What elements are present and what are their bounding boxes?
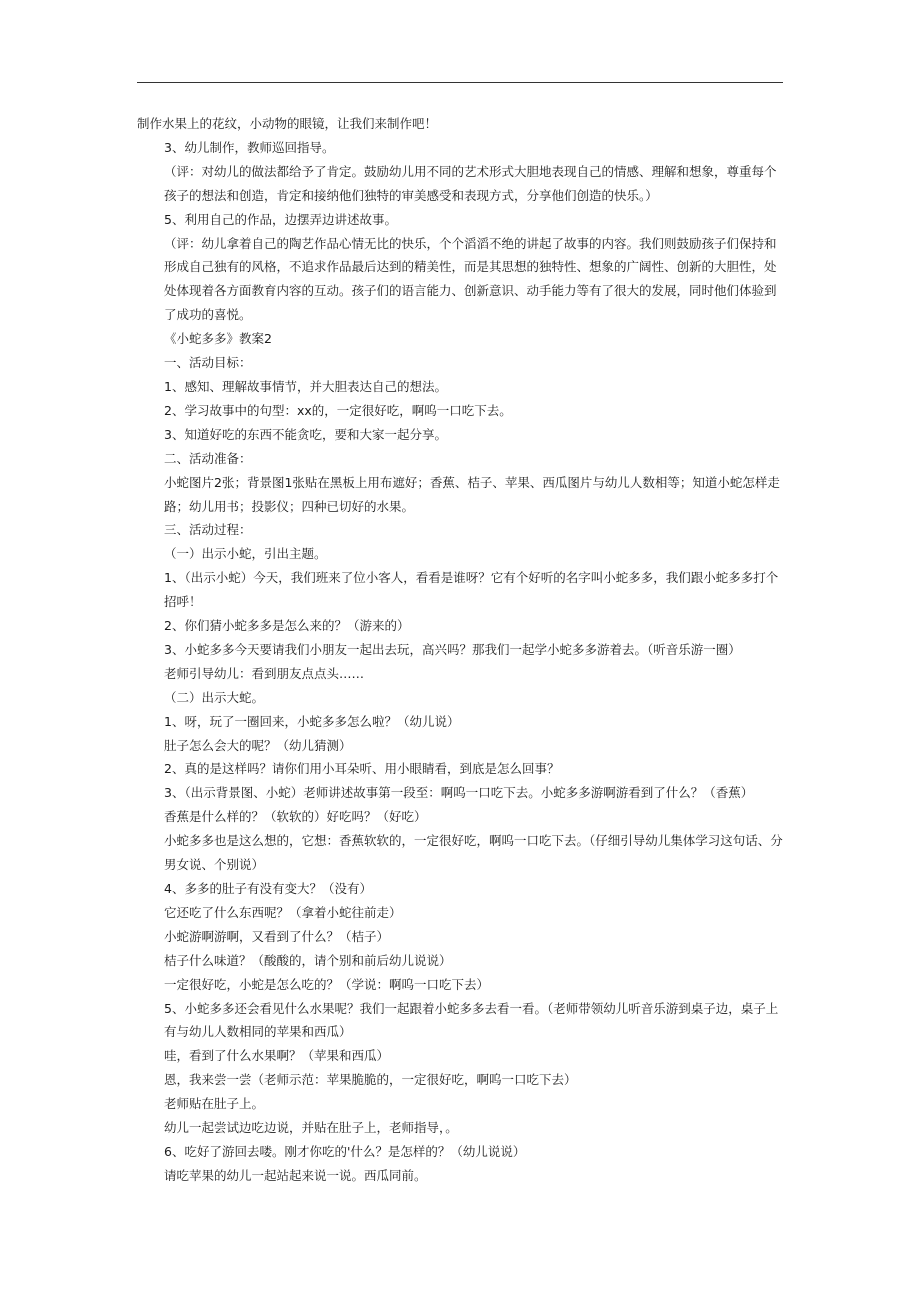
header-rule <box>137 82 783 83</box>
paragraph: 老师引导幼儿：看到朋友点点头…… <box>164 665 365 681</box>
paragraph: 4、多多的肚子有没有变大？（没有） <box>164 881 372 896</box>
paragraph: 老师贴在肚子上。 <box>164 1096 265 1112</box>
paragraph: （一）出示小蛇，引出主题。 <box>164 546 327 562</box>
paragraph: 小蛇图片2张；背景图1张贴在黑板上用布遮好；香蕉、桔子、苹果、西瓜图片与幼儿人数相等；知道小蛇怎样走路；幼儿用书；投影仪；四种已切好的水果。 <box>164 474 780 514</box>
paragraph: 1、感知、理解故事情节，并大胆表达自己的想法。 <box>164 378 447 394</box>
paragraph: 恩，我来尝一尝（老师示范：苹果脆脆的，一定很好吃，啊呜一口吃下去） <box>164 1072 577 1088</box>
paragraph: 3、（出示背景图、小蛇）老师讲述故事第一段至：啊呜一口吃下去。小蛇多多游啊游看到了什么？（香蕉） <box>164 785 754 801</box>
paragraph: （评：对幼儿的做法都给予了肯定。鼓励幼儿用不同的艺术形式大胆地表现自己的情感、理解和想象，尊重每个孩子的想法和创造，肯定和接纳他们独特的审美感受和表现方式，分享他们创造的快乐。） <box>164 163 777 203</box>
paragraph: 一定很好吃，小蛇是怎么吃的？（学说：啊呜一口吃下去） <box>164 976 490 992</box>
paragraph: 桔子什么味道？（酸酸的，请个别和前后幼儿说说） <box>164 952 452 968</box>
paragraph: 香蕉是什么样的？（软软的）好吃吗？（好吃） <box>164 809 427 825</box>
paragraph: （评：幼儿拿着自己的陶艺作品心情无比的快乐，个个滔滔不绝的讲起了故事的内容。我们则鼓励孩子们保持和形成自己独有的风格，不追求作品最后达到的精美性，而是其思想的独特性、想象的广阔性、创新的大胆性，处处体现着各方面教育内容的互动。孩子们的语言能力、创新意识、动手能力等有了很大的发展，同时他们体验到了成功的喜悦。 <box>164 235 777 323</box>
paragraph: 《小蛇多多》教案2 <box>164 331 272 347</box>
paragraph: 2、学习故事中的句型：xx的，一定很好吃，啊呜一口吃下去。 <box>164 402 512 418</box>
paragraph: 肚子怎么会大的呢？（幼儿猜测） <box>164 737 352 753</box>
paragraph: （二）出示大蛇。 <box>164 689 265 705</box>
paragraph: 3、幼儿制作，教师巡回指导。 <box>164 139 335 155</box>
paragraph: 幼儿一起尝试边吃边说，并贴在肚子上，老师指导，。 <box>164 1120 458 1136</box>
paragraph: 5、小蛇多多还会看见什么水果呢？我们一起跟着小蛇多多去看一看。（老师带领幼儿听音乐游到桌子边，桌子上有与幼儿人数相同的苹果和西瓜） <box>164 1000 779 1040</box>
paragraph: 二、活动准备： <box>164 450 252 466</box>
paragraph: 它还吃了什么东西呢？（拿着小蛇往前走） <box>164 904 402 920</box>
paragraph: 三、活动过程： <box>164 522 252 538</box>
paragraph: 2、真的是这样吗？请你们用小耳朵听、用小眼睛看，到底是怎么回事？ <box>164 761 560 777</box>
paragraph: 制作水果上的花纹，小动物的眼镜，让我们来制作吧！ <box>137 116 438 131</box>
paragraph: 哇，看到了什么水果啊？（苹果和西瓜） <box>164 1048 390 1064</box>
paragraph: 小蛇多多也是这么想的，它想：香蕉软软的，一定很好吃，啊呜一口吃下去。（仔细引导幼儿集体学习这句话、分男女说、个别说） <box>164 833 783 873</box>
paragraph: 6、吃好了游回去喽。刚才你吃的'什么？是怎样的？（幼儿说说） <box>164 1143 526 1159</box>
paragraph: 1、（出示小蛇）今天，我们班来了位小客人，看看是谁呀？它有个好听的名字叫小蛇多多，我们跟小蛇多多打个招呼！ <box>164 570 779 610</box>
paragraph: 小蛇游啊游啊，又看到了什么？（桔子） <box>164 928 390 944</box>
paragraph: 3、小蛇多多今天要请我们小朋友一起出去玩，高兴吗？那我们一起学小蛇多多游着去。（听音乐游一圈） <box>164 641 741 657</box>
paragraph: 2、你们猜小蛇多多是怎么来的？（游来的） <box>164 618 410 634</box>
document-body <box>137 112 787 1188</box>
paragraph: 请吃苹果的幼儿一起站起来说一说。西瓜同前。 <box>164 1167 427 1183</box>
paragraph: 3、知道好吃的东西不能贪吃，要和大家一起分享。 <box>164 426 447 442</box>
paragraph: 5、利用自己的作品，边摆弄边讲述故事。 <box>164 211 397 227</box>
paragraph: 一、活动目标： <box>164 355 252 371</box>
paragraph: 1、呀，玩了一圈回来，小蛇多多怎么啦？（幼儿说） <box>164 713 460 729</box>
